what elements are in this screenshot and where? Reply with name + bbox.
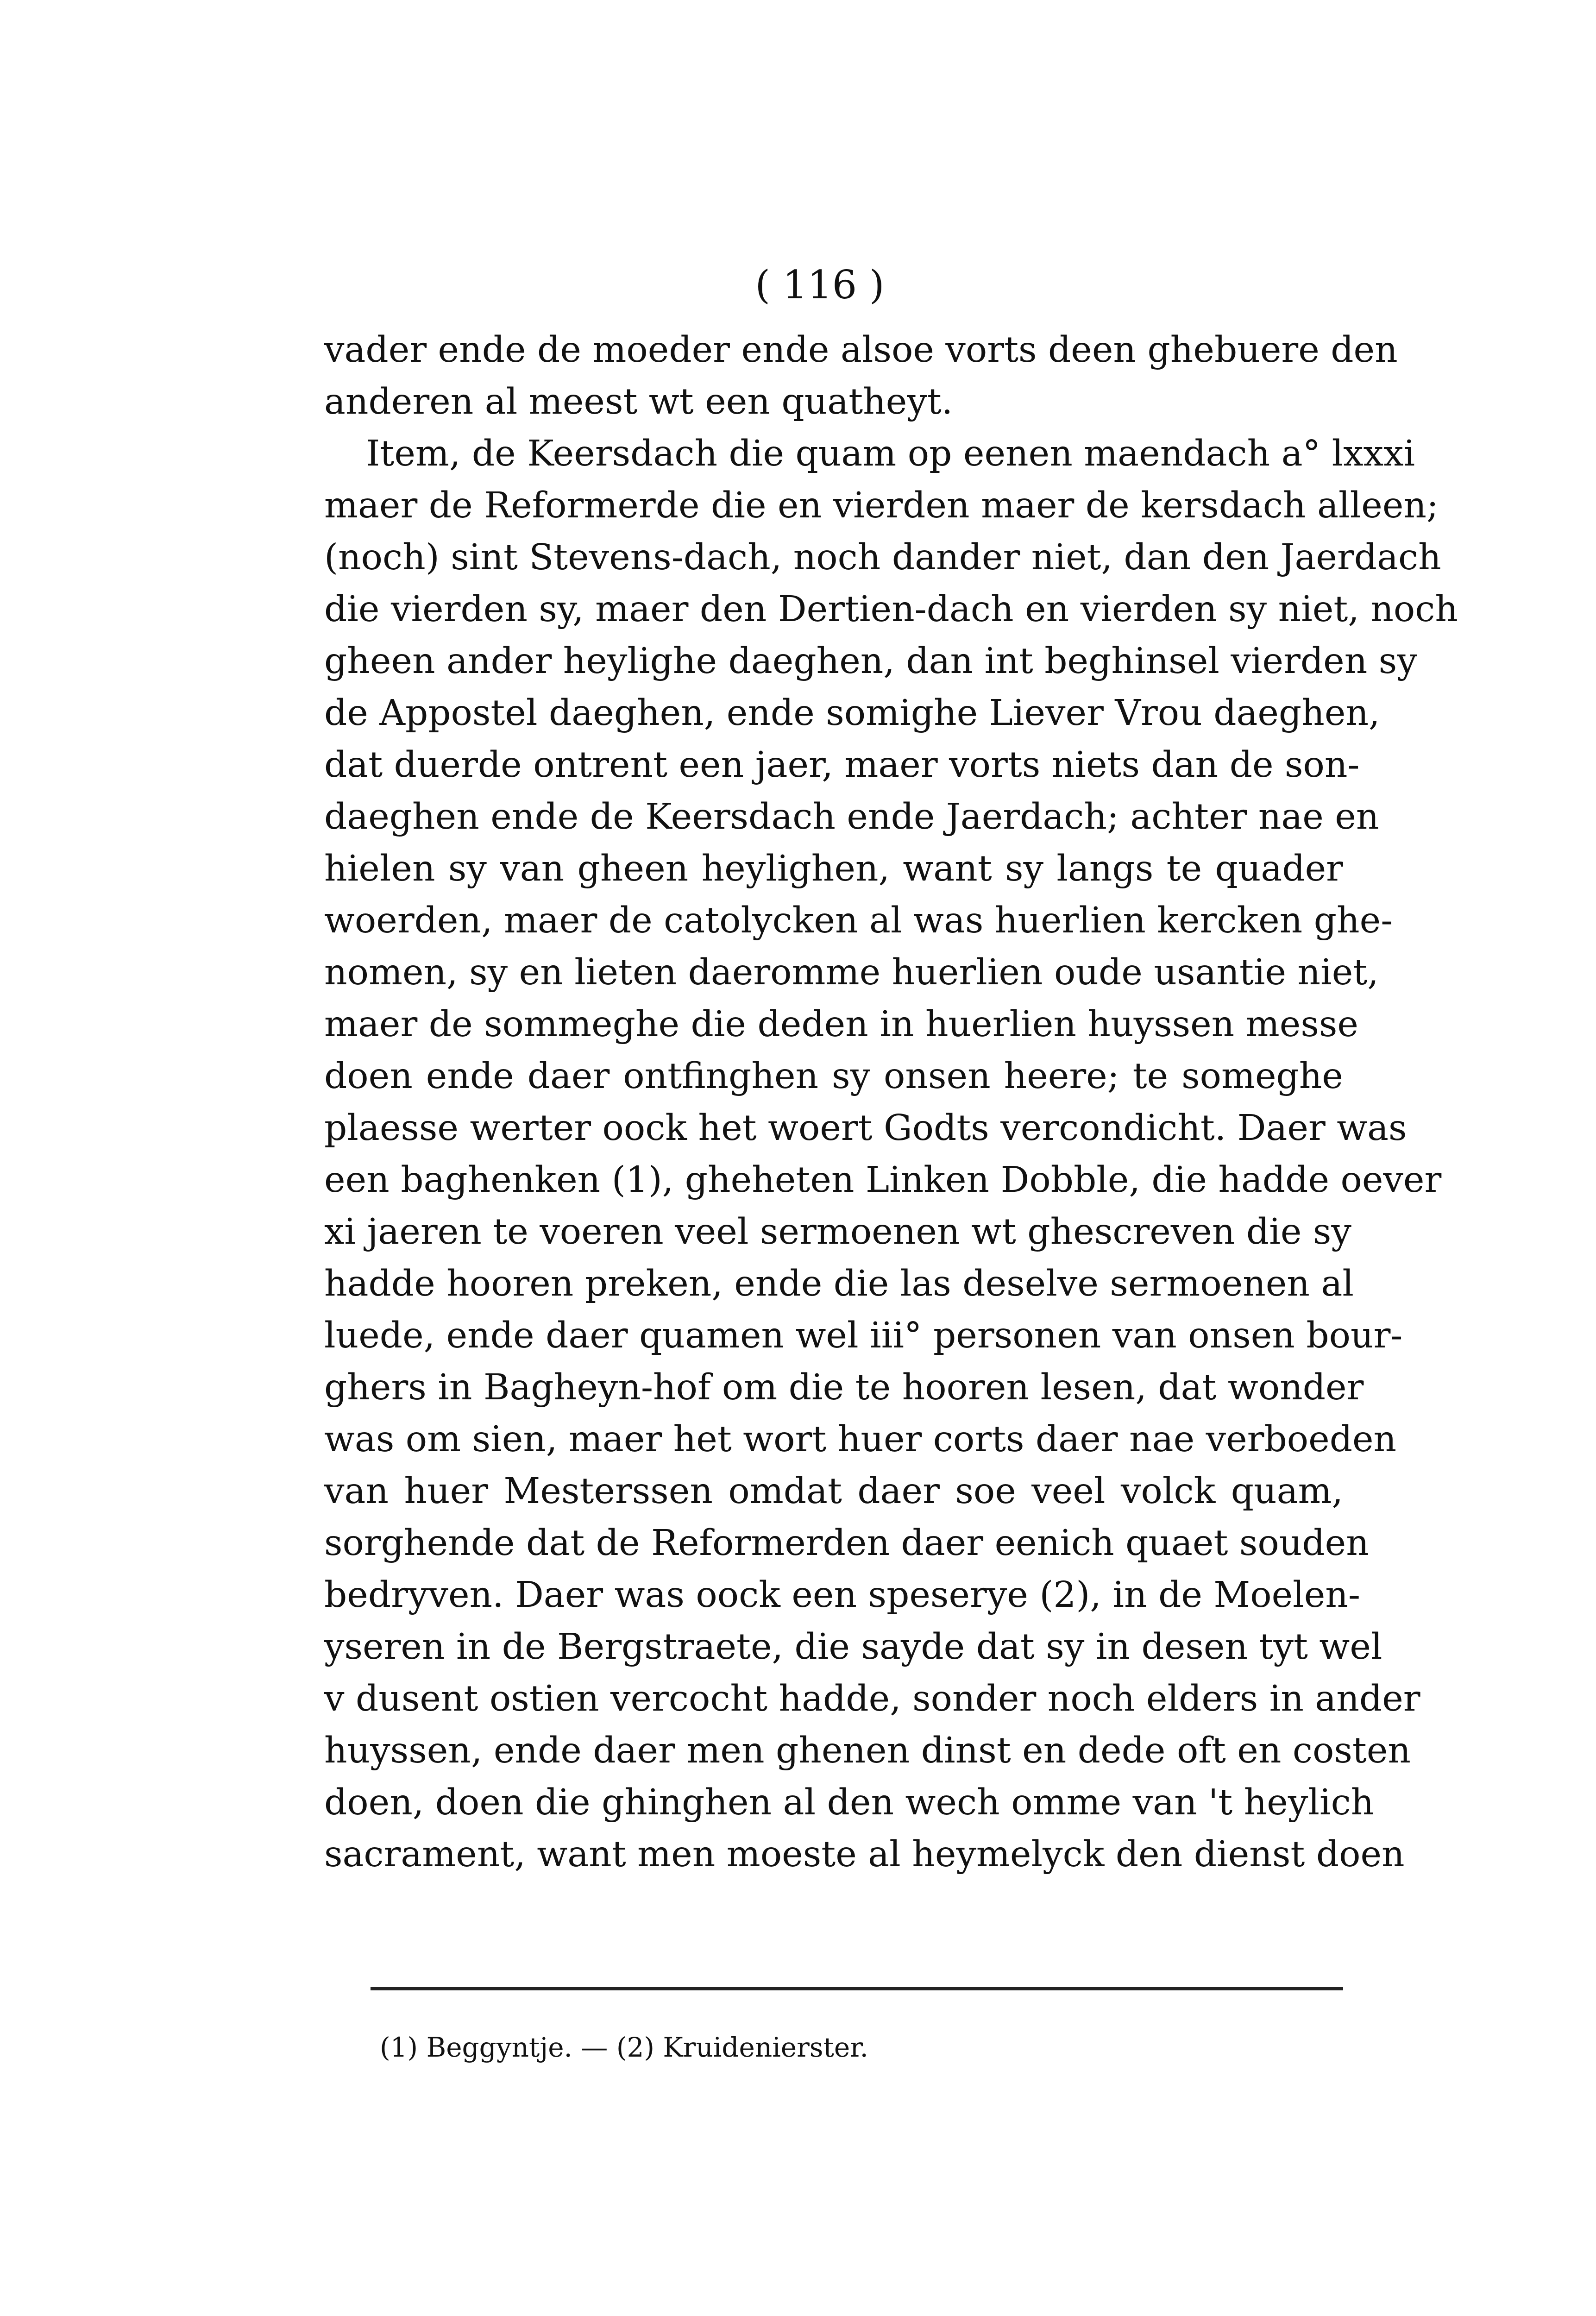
text-line: die vierden sy, maer den Dertien-dach en vierden sy niet, noch xyxy=(324,589,1458,630)
text-line: gheen ander heylighe daeghen, dan int beghinsel vierden sy xyxy=(324,641,1417,682)
text-line: nomen, sy en lieten daeromme huerlien oude usantie niet, xyxy=(324,952,1379,993)
footnote-divider xyxy=(371,1987,1343,1990)
text-line: hadde hooren preken, ende die las deselve sermoenen al xyxy=(324,1263,1354,1304)
text-line: van huer Mesterssen omdat daer soe veel volck quam, xyxy=(324,1471,1343,1512)
text-line: dat duerde ontrent een jaer, maer vorts niets dan de son- xyxy=(324,744,1360,786)
text-line: anderen al meest wt een quatheyt. xyxy=(324,381,953,422)
text-line: hielen sy van gheen heylighen, want sy langs te quader xyxy=(324,848,1343,889)
text-line: sacrament, want men moeste al heymelyck den dienst doen xyxy=(324,1834,1405,1875)
text-line: Item, de Keersdach die quam op eenen maendach a° lxxxi xyxy=(366,433,1415,474)
text-line: xi jaeren te voeren veel sermoenen wt ghescreven die sy xyxy=(324,1211,1351,1252)
text-line: doen, doen die ghinghen al den wech omme van 't heylich xyxy=(324,1782,1374,1823)
text-line: doen ende daer ontfinghen sy onsen heere; te someghe xyxy=(324,1056,1343,1097)
body-text xyxy=(324,324,1458,1881)
text-line: bedryven. Daer was oock een speserye (2), in de Moelen- xyxy=(324,1574,1360,1616)
text-line: een baghenken (1), gheheten Linken Dobble, die hadde oever xyxy=(324,1159,1442,1201)
text-line: was om sien, maer het wort huer corts daer nae verboeden xyxy=(324,1419,1397,1460)
footnote: (1) Beggyntje. — (2) Kruidenierster. xyxy=(380,2032,868,2063)
text-line: sorghende dat de Reformerden daer eenich quaet souden xyxy=(324,1523,1369,1564)
text-line: huyssen, ende daer men ghenen dinst en dede oft en costen xyxy=(324,1730,1411,1771)
text-line: luede, ende daer quamen wel iii° personen van onsen bour- xyxy=(324,1315,1403,1356)
text-line: daeghen ende de Keersdach ende Jaerdach; achter nae en xyxy=(324,796,1379,837)
text-line: de Appostel daeghen, ende somighe Liever Vrou daeghen, xyxy=(324,692,1380,734)
text-line: ghers in Bagheyn-hof om die te hooren lesen, dat wonder xyxy=(324,1367,1364,1408)
text-line: woerden, maer de catolycken al was huerlien kercken ghe- xyxy=(324,900,1393,941)
page-number: ( 116 ) xyxy=(755,262,885,308)
text-line: yseren in de Bergstraete, die sayde dat sy in desen tyt wel xyxy=(324,1626,1382,1668)
text-line: (noch) sint Stevens-dach, noch dander niet, dan den Jaerdach xyxy=(324,537,1441,578)
text-line: maer de Reformerde die en vierden maer de kersdach alleen; xyxy=(324,485,1439,526)
text-line: vader ende de moeder ende alsoe vorts deen ghebuere den xyxy=(324,329,1398,371)
text-line: plaesse werter oock het woert Godts vercondicht. Daer was xyxy=(324,1108,1407,1149)
text-line: v dusent ostien vercocht hadde, sonder noch elders in ander xyxy=(324,1678,1420,1719)
text-line: maer de sommeghe die deden in huerlien huyssen messe xyxy=(324,1004,1358,1045)
